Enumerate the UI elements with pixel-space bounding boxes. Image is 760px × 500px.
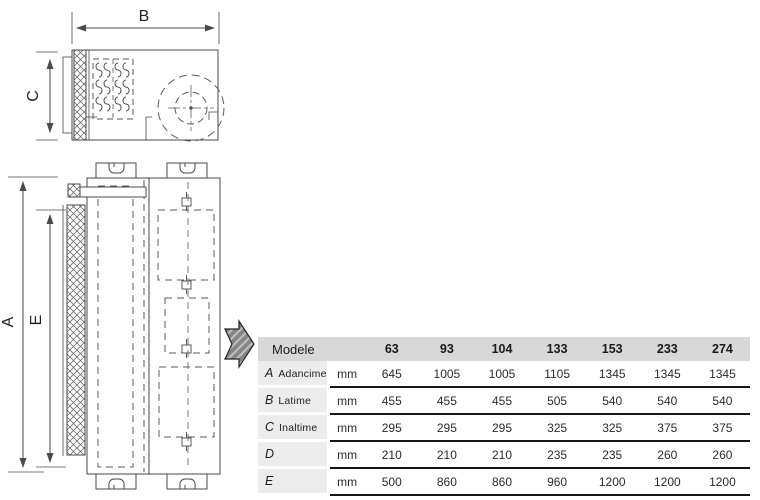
column-header-233: 233 — [640, 337, 695, 361]
value-cell: 210 — [474, 442, 529, 469]
dimension-a-label: A — [0, 316, 17, 328]
value-cell: 960 — [530, 469, 585, 496]
value-cell: 235 — [585, 442, 640, 469]
row-label-B: B Latime — [258, 388, 330, 415]
value-cell: 1200 — [695, 469, 750, 496]
value-cell: 1345 — [585, 361, 640, 388]
mounting-bracket-icon — [167, 163, 207, 178]
top-view-partition — [86, 112, 218, 140]
value-cell: 325 — [585, 415, 640, 442]
column-header-63: 63 — [364, 337, 419, 361]
coil-block — [93, 59, 133, 119]
value-cell: 295 — [419, 415, 474, 442]
mounting-bracket-icon — [96, 163, 136, 178]
value-cell: 860 — [419, 469, 474, 496]
value-cell: 295 — [364, 415, 419, 442]
coil-icon — [96, 63, 129, 111]
value-cell: 1345 — [695, 361, 750, 388]
top-view-casing — [72, 50, 218, 140]
column-header-153: 153 — [585, 337, 640, 361]
value-cell: 235 — [530, 442, 585, 469]
value-cell: 260 — [695, 442, 750, 469]
dimension-b — [72, 8, 219, 44]
table-row — [258, 469, 750, 496]
value-cell: 540 — [585, 388, 640, 415]
front-view — [0, 163, 220, 489]
value-cell: 375 — [695, 415, 750, 442]
duct-collar — [68, 184, 146, 197]
connector-icon — [182, 192, 191, 211]
dimension-b-label: B — [138, 8, 150, 25]
dimension-c-label: C — [25, 90, 42, 102]
column-header-104: 104 — [474, 337, 529, 361]
value-cell: 455 — [474, 388, 529, 415]
row-label-D: D — [258, 442, 330, 469]
value-cell: 325 — [530, 415, 585, 442]
value-cell: 540 — [695, 388, 750, 415]
connector-icon — [182, 275, 191, 294]
table-row — [258, 361, 750, 388]
value-cell: 1005 — [474, 361, 529, 388]
row-label-C: C Inaltime — [258, 415, 330, 442]
column-header-133: 133 — [530, 337, 585, 361]
value-cell: 505 — [530, 388, 585, 415]
column-header-274: 274 — [695, 337, 750, 361]
connector-icon — [182, 432, 191, 451]
table-header-row — [258, 337, 750, 361]
value-cell: 500 — [364, 469, 419, 496]
dimension-e-label: E — [28, 314, 45, 326]
column-header-93: 93 — [419, 337, 474, 361]
table-row — [258, 415, 750, 442]
table-body — [258, 361, 750, 496]
row-unit: mm — [330, 361, 364, 388]
connector-icon — [182, 339, 191, 358]
value-cell: 1200 — [585, 469, 640, 496]
table-title: Modele — [258, 337, 364, 361]
row-label-A: A Adancime — [258, 361, 330, 388]
row-unit: mm — [330, 442, 364, 469]
value-cell: 1105 — [530, 361, 585, 388]
spec-table — [258, 337, 750, 496]
row-unit: mm — [330, 388, 364, 415]
pointer-arrow-icon — [225, 321, 254, 367]
value-cell: 260 — [640, 442, 695, 469]
value-cell: 860 — [474, 469, 529, 496]
dimension-e — [28, 210, 66, 467]
value-cell: 1200 — [640, 469, 695, 496]
filter-hatch-icon — [63, 205, 85, 456]
value-cell: 1345 — [640, 361, 695, 388]
internal-dashed-right — [158, 182, 214, 470]
value-cell: 210 — [419, 442, 474, 469]
row-unit: mm — [330, 415, 364, 442]
top-view — [25, 8, 224, 141]
value-cell: 210 — [364, 442, 419, 469]
row-unit: mm — [330, 469, 364, 496]
fan-icon — [158, 75, 224, 141]
cabinet-outline — [87, 178, 220, 474]
value-cell: 295 — [474, 415, 529, 442]
filter-hatch-icon — [74, 50, 89, 140]
foot-bracket-icon — [167, 474, 207, 489]
value-cell: 645 — [364, 361, 419, 388]
table-row — [258, 388, 750, 415]
table-row — [258, 442, 750, 469]
value-cell: 375 — [640, 415, 695, 442]
dimension-c — [25, 52, 58, 140]
internal-dashed-left — [98, 180, 144, 472]
top-view-access-panel — [63, 57, 72, 133]
row-label-E: E — [258, 469, 330, 496]
value-cell: 455 — [419, 388, 474, 415]
value-cell: 540 — [640, 388, 695, 415]
foot-bracket-icon — [96, 474, 136, 489]
value-cell: 455 — [364, 388, 419, 415]
value-cell: 1005 — [419, 361, 474, 388]
